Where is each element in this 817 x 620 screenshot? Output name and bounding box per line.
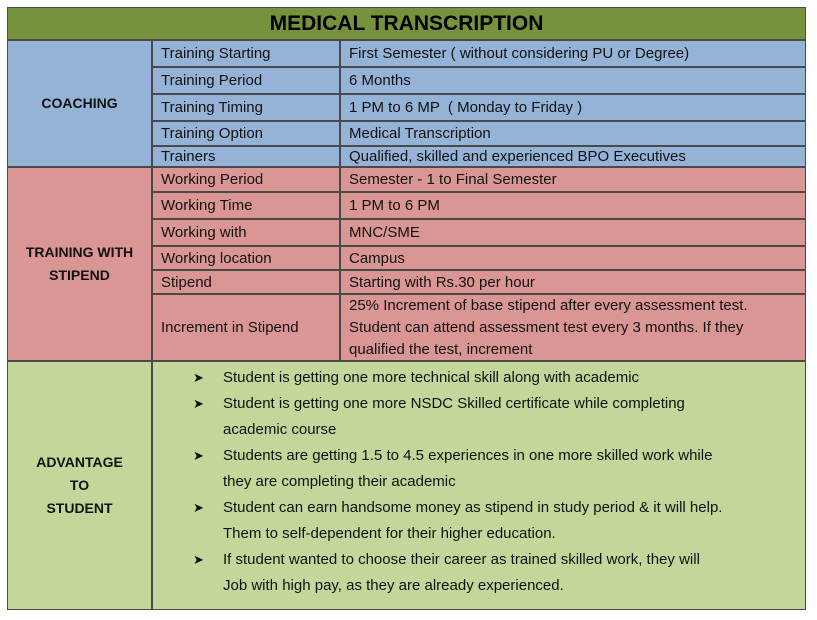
row-value: Qualified, skilled and experienced BPO Executives <box>340 146 806 167</box>
list-item-text: Student is getting one more NSDC Skilled certificate while completing <box>223 395 685 412</box>
row-label: Increment in Stipend <box>152 294 340 361</box>
row-label: Trainers <box>152 146 340 167</box>
advantage-list <box>193 365 793 599</box>
row-value: 1 PM to 6 PM <box>340 192 806 219</box>
list-item-text-continued: they are completing their academic <box>223 473 456 490</box>
medical-transcription-table <box>7 7 806 610</box>
section-advantage-to-student <box>7 361 152 610</box>
table-title: MEDICAL TRANSCRIPTION <box>7 7 806 40</box>
row-value: 6 Months <box>340 67 806 94</box>
row-value: 1 PM to 6 MP ( Monday to Friday ) <box>340 94 806 121</box>
row-label: Working with <box>152 219 340 246</box>
section-label-line: TO <box>69 477 90 493</box>
list-item-text: Students are getting 1.5 to 4.5 experiences in one more skilled work while <box>223 447 713 464</box>
row-value: 25% Increment of base stipend after every assessment test. Student can attend assessment test every 3 months. If they qualified the test, increment <box>340 294 806 361</box>
list-item <box>193 547 793 599</box>
section-label: COACHING <box>41 95 118 111</box>
row-value: Starting with Rs.30 per hour <box>340 270 806 294</box>
section-label-line: STUDENT <box>46 500 113 516</box>
list-item-text-continued: Job with high pay, as they are already experienced. <box>223 577 564 594</box>
section-coaching <box>7 40 152 167</box>
arrow-bullet-icon: ➤ <box>193 370 204 385</box>
row-label: Working Time <box>152 192 340 219</box>
arrow-bullet-icon: ➤ <box>193 448 204 463</box>
section-label-line: ADVANTAGE <box>36 454 123 470</box>
advantage-list-cell <box>152 361 806 610</box>
arrow-bullet-icon: ➤ <box>193 396 204 411</box>
list-item <box>193 391 793 443</box>
list-item-text-continued: academic course <box>223 421 337 438</box>
row-label: Training Period <box>152 67 340 94</box>
row-label: Training Option <box>152 121 340 146</box>
arrow-bullet-icon: ➤ <box>193 500 204 515</box>
row-label: Stipend <box>152 270 340 294</box>
section-training-with-stipend <box>7 167 152 361</box>
list-item <box>193 365 793 391</box>
row-value: Semester - 1 to Final Semester <box>340 167 806 192</box>
row-value: Campus <box>340 246 806 270</box>
row-label: Working Period <box>152 167 340 192</box>
section-label-line: STIPEND <box>49 267 110 283</box>
section-label-line: TRAINING WITH <box>25 244 134 260</box>
list-item-text: Student is getting one more technical skill along with academic <box>223 369 640 386</box>
list-item-text: Student can earn handsome money as stipend in study period & it will help. <box>223 499 723 516</box>
list-item-text-continued: Them to self-dependent for their higher education. <box>223 525 556 542</box>
row-value: Medical Transcription <box>340 121 806 146</box>
row-label: Training Timing <box>152 94 340 121</box>
row-value: First Semester ( without considering PU or Degree) <box>340 40 806 67</box>
row-value: MNC/SME <box>340 219 806 246</box>
arrow-bullet-icon: ➤ <box>193 552 204 567</box>
list-item <box>193 495 793 547</box>
list-item <box>193 443 793 495</box>
list-item-text: If student wanted to choose their career as trained skilled work, they will <box>223 551 700 568</box>
row-label: Working location <box>152 246 340 270</box>
row-label: Training Starting <box>152 40 340 67</box>
